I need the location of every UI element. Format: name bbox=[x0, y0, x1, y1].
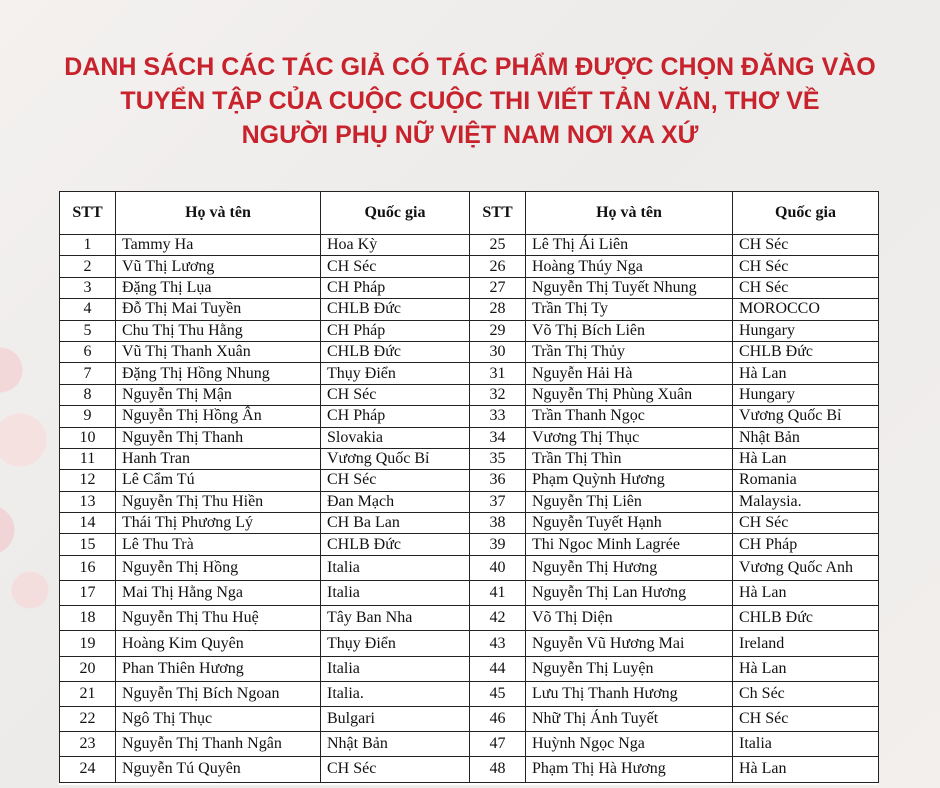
cell-stt: 6 bbox=[60, 341, 116, 362]
title-line-1: DANH SÁCH CÁC TÁC GIẢ CÓ TÁC PHẨM ĐƯỢC CHỌN ĐĂNG VÀO bbox=[64, 53, 876, 81]
table-row bbox=[60, 706, 879, 731]
cell-name: Hanh Tran bbox=[116, 448, 321, 469]
cell-country: MOROCCO bbox=[733, 299, 879, 320]
cell-name: Võ Thị Diện bbox=[526, 606, 733, 631]
cell-name: Đặng Thị Hồng Nhung bbox=[116, 363, 321, 384]
cell-country: CHLB Đức bbox=[733, 341, 879, 362]
cell-country: Hà Lan bbox=[733, 656, 879, 681]
cell-name: Trần Thanh Ngọc bbox=[526, 406, 733, 427]
cell-stt: 16 bbox=[60, 555, 116, 580]
cell-name: Lê Thu Trà bbox=[116, 534, 321, 555]
cell-stt: 32 bbox=[470, 384, 526, 405]
cell-stt: 8 bbox=[60, 384, 116, 405]
cell-name: Nguyễn Tuyết Hạnh bbox=[526, 513, 733, 534]
table-row bbox=[60, 341, 879, 362]
cell-stt: 13 bbox=[60, 491, 116, 512]
table-row bbox=[60, 732, 879, 757]
table-row bbox=[60, 581, 879, 606]
cell-name: Lưu Thị Thanh Hương bbox=[526, 681, 733, 706]
cell-stt: 11 bbox=[60, 448, 116, 469]
cell-name: Nguyễn Thị Thu Huệ bbox=[116, 606, 321, 631]
cell-stt: 23 bbox=[60, 732, 116, 757]
cell-name: Nguyễn Vũ Hương Mai bbox=[526, 631, 733, 656]
cell-name: Hoàng Kim Quyên bbox=[116, 631, 321, 656]
cell-country: CH Séc bbox=[733, 277, 879, 298]
cell-name: Nguyễn Thị Luyện bbox=[526, 656, 733, 681]
cell-country: CH Ba Lan bbox=[321, 513, 470, 534]
table-row bbox=[60, 320, 879, 341]
authors-table bbox=[59, 191, 879, 783]
cell-name: Đặng Thị Lụa bbox=[116, 277, 321, 298]
cell-country: CH Pháp bbox=[733, 534, 879, 555]
cell-country: Slovakia bbox=[321, 427, 470, 448]
cell-name: Võ Thị Bích Liên bbox=[526, 320, 733, 341]
table-row bbox=[60, 534, 879, 555]
cell-country: Hoa Kỳ bbox=[321, 235, 470, 256]
table-row bbox=[60, 513, 879, 534]
cell-stt: 31 bbox=[470, 363, 526, 384]
cell-name: Nguyễn Thị Thu Hiền bbox=[116, 491, 321, 512]
table-row bbox=[60, 406, 879, 427]
cell-country: CH Séc bbox=[733, 513, 879, 534]
cell-stt: 48 bbox=[470, 757, 526, 782]
cell-name: Nguyễn Thị Bích Ngoan bbox=[116, 681, 321, 706]
cell-stt: 35 bbox=[470, 448, 526, 469]
cell-name: Trần Thị Ty bbox=[526, 299, 733, 320]
cell-country: Italia bbox=[321, 555, 470, 580]
cell-country: CHLB Đức bbox=[733, 606, 879, 631]
cell-name: Hoàng Thúy Nga bbox=[526, 256, 733, 277]
title-line-3: NGƯỜI PHỤ NỮ VIỆT NAM NƠI XA XỨ bbox=[241, 121, 699, 149]
cell-name: Nguyễn Thị Hương bbox=[526, 555, 733, 580]
header-stt-right: STT bbox=[470, 192, 526, 235]
cell-stt: 3 bbox=[60, 277, 116, 298]
cell-stt: 45 bbox=[470, 681, 526, 706]
cell-name: Nguyễn Thị Thanh Ngân bbox=[116, 732, 321, 757]
cell-name: Phạm Thị Hà Hương bbox=[526, 757, 733, 782]
cell-name: Nguyễn Thị Thanh bbox=[116, 427, 321, 448]
cell-name: Thái Thị Phương Lý bbox=[116, 513, 321, 534]
cell-country: Italia bbox=[733, 732, 879, 757]
cell-stt: 24 bbox=[60, 757, 116, 782]
cell-country: Thụy Điển bbox=[321, 363, 470, 384]
cell-name: Nguyễn Thị Lan Hương bbox=[526, 581, 733, 606]
cell-name: Đỗ Thị Mai Tuyền bbox=[116, 299, 321, 320]
cell-country: Nhật Bản bbox=[321, 732, 470, 757]
table-row bbox=[60, 555, 879, 580]
cell-name: Nguyễn Thị Liên bbox=[526, 491, 733, 512]
cell-country: CHLB Đức bbox=[321, 341, 470, 362]
cell-country: Vương Quốc Bỉ bbox=[733, 406, 879, 427]
cell-stt: 9 bbox=[60, 406, 116, 427]
header-name-left: Họ và tên bbox=[116, 192, 321, 235]
cell-country: Nhật Bản bbox=[733, 427, 879, 448]
cell-stt: 4 bbox=[60, 299, 116, 320]
cell-stt: 18 bbox=[60, 606, 116, 631]
cell-country: CHLB Đức bbox=[321, 299, 470, 320]
cell-country: CH Pháp bbox=[321, 277, 470, 298]
cell-country: Malaysia. bbox=[733, 491, 879, 512]
cell-country: CH Séc bbox=[321, 256, 470, 277]
cell-country: Ch Séc bbox=[733, 681, 879, 706]
cell-stt: 12 bbox=[60, 470, 116, 491]
cell-stt: 21 bbox=[60, 681, 116, 706]
cell-name: Nguyễn Thị Mận bbox=[116, 384, 321, 405]
cell-stt: 33 bbox=[470, 406, 526, 427]
table-body bbox=[60, 235, 879, 783]
page-title bbox=[20, 50, 920, 152]
cell-name: Phan Thiên Hương bbox=[116, 656, 321, 681]
cell-country: CH Séc bbox=[321, 384, 470, 405]
table-row bbox=[60, 363, 879, 384]
cell-country: Romania bbox=[733, 470, 879, 491]
cell-country: Thụy Điển bbox=[321, 631, 470, 656]
cell-name: Vũ Thị Lương bbox=[116, 256, 321, 277]
table-row bbox=[60, 448, 879, 469]
cell-country: Hungary bbox=[733, 384, 879, 405]
cell-stt: 10 bbox=[60, 427, 116, 448]
header-country-left: Quốc gia bbox=[321, 192, 470, 235]
table-row bbox=[60, 256, 879, 277]
cell-country: Hà Lan bbox=[733, 363, 879, 384]
table-row bbox=[60, 299, 879, 320]
table-row bbox=[60, 235, 879, 256]
cell-country: Hà Lan bbox=[733, 581, 879, 606]
cell-name: Nhữ Thị Ánh Tuyết bbox=[526, 706, 733, 731]
cell-stt: 20 bbox=[60, 656, 116, 681]
header-name-right: Họ và tên bbox=[526, 192, 733, 235]
cell-country: CH Séc bbox=[733, 256, 879, 277]
cell-stt: 7 bbox=[60, 363, 116, 384]
authors-table-container bbox=[59, 191, 878, 785]
cell-country: CH Séc bbox=[733, 235, 879, 256]
cell-name: Nguyễn Thị Hồng bbox=[116, 555, 321, 580]
cell-stt: 17 bbox=[60, 581, 116, 606]
cell-stt: 41 bbox=[470, 581, 526, 606]
table-row bbox=[60, 606, 879, 631]
cell-name: Trần Thị Thìn bbox=[526, 448, 733, 469]
cell-country: Ireland bbox=[733, 631, 879, 656]
cell-name: Nguyễn Hải Hà bbox=[526, 363, 733, 384]
cell-stt: 5 bbox=[60, 320, 116, 341]
cell-stt: 47 bbox=[470, 732, 526, 757]
cell-stt: 25 bbox=[470, 235, 526, 256]
table-header-row bbox=[60, 192, 879, 235]
cell-stt: 34 bbox=[470, 427, 526, 448]
cell-stt: 43 bbox=[470, 631, 526, 656]
cell-stt: 19 bbox=[60, 631, 116, 656]
cell-country: CHLB Đức bbox=[321, 534, 470, 555]
cell-stt: 26 bbox=[470, 256, 526, 277]
cell-country: CH Séc bbox=[321, 757, 470, 782]
cell-stt: 40 bbox=[470, 555, 526, 580]
table-row bbox=[60, 681, 879, 706]
cell-stt: 28 bbox=[470, 299, 526, 320]
cell-name: Nguyễn Tú Quyên bbox=[116, 757, 321, 782]
header-stt-left: STT bbox=[60, 192, 116, 235]
cell-name: Nguyễn Thị Hồng Ân bbox=[116, 406, 321, 427]
cell-country: CH Séc bbox=[733, 706, 879, 731]
cell-stt: 29 bbox=[470, 320, 526, 341]
cell-name: Chu Thị Thu Hằng bbox=[116, 320, 321, 341]
cell-name: Tammy Ha bbox=[116, 235, 321, 256]
cell-stt: 27 bbox=[470, 277, 526, 298]
cell-stt: 36 bbox=[470, 470, 526, 491]
cell-country: Đan Mạch bbox=[321, 491, 470, 512]
cell-name: Mai Thị Hằng Nga bbox=[116, 581, 321, 606]
cell-stt: 46 bbox=[470, 706, 526, 731]
cell-name: Huỳnh Ngọc Nga bbox=[526, 732, 733, 757]
cell-stt: 39 bbox=[470, 534, 526, 555]
cell-stt: 22 bbox=[60, 706, 116, 731]
table-row bbox=[60, 277, 879, 298]
cell-name: Lê Thị Ái Liên bbox=[526, 235, 733, 256]
title-line-2: TUYỂN TẬP CỦA CUỘC CUỘC THI VIẾT TẢN VĂN, THƠ VỀ bbox=[120, 87, 820, 115]
cell-stt: 37 bbox=[470, 491, 526, 512]
cell-stt: 14 bbox=[60, 513, 116, 534]
table-row bbox=[60, 427, 879, 448]
cell-name: Nguyễn Thị Phùng Xuân bbox=[526, 384, 733, 405]
cell-country: Vương Quốc Anh bbox=[733, 555, 879, 580]
cell-country: CH Séc bbox=[321, 470, 470, 491]
cell-name: Ngô Thị Thục bbox=[116, 706, 321, 731]
cell-stt: 30 bbox=[470, 341, 526, 362]
cell-country: Tây Ban Nha bbox=[321, 606, 470, 631]
cell-country: Bulgari bbox=[321, 706, 470, 731]
table-row bbox=[60, 470, 879, 491]
cell-name: Vũ Thị Thanh Xuân bbox=[116, 341, 321, 362]
table-row bbox=[60, 656, 879, 681]
cell-name: Nguyễn Thị Tuyết Nhung bbox=[526, 277, 733, 298]
cell-name: Phạm Quỳnh Hương bbox=[526, 470, 733, 491]
table-row bbox=[60, 384, 879, 405]
cell-name: Lê Cẩm Tú bbox=[116, 470, 321, 491]
header-country-right: Quốc gia bbox=[733, 192, 879, 235]
cell-name: Trần Thị Thủy bbox=[526, 341, 733, 362]
cell-country: CH Pháp bbox=[321, 320, 470, 341]
cell-country: Italia bbox=[321, 656, 470, 681]
cell-country: Hungary bbox=[733, 320, 879, 341]
cell-stt: 15 bbox=[60, 534, 116, 555]
cell-stt: 38 bbox=[470, 513, 526, 534]
table-row bbox=[60, 491, 879, 512]
cell-stt: 42 bbox=[470, 606, 526, 631]
cell-name: Thi Ngoc Minh Lagrée bbox=[526, 534, 733, 555]
table-row bbox=[60, 631, 879, 656]
table-row bbox=[60, 757, 879, 782]
cell-country: Hà Lan bbox=[733, 448, 879, 469]
cell-name: Vương Thị Thục bbox=[526, 427, 733, 448]
cell-stt: 2 bbox=[60, 256, 116, 277]
cell-country: Vương Quốc Bỉ bbox=[321, 448, 470, 469]
cell-country: CH Pháp bbox=[321, 406, 470, 427]
cell-stt: 1 bbox=[60, 235, 116, 256]
cell-country: Italia. bbox=[321, 681, 470, 706]
cell-country: Italia bbox=[321, 581, 470, 606]
cell-country: Hà Lan bbox=[733, 757, 879, 782]
cell-stt: 44 bbox=[470, 656, 526, 681]
